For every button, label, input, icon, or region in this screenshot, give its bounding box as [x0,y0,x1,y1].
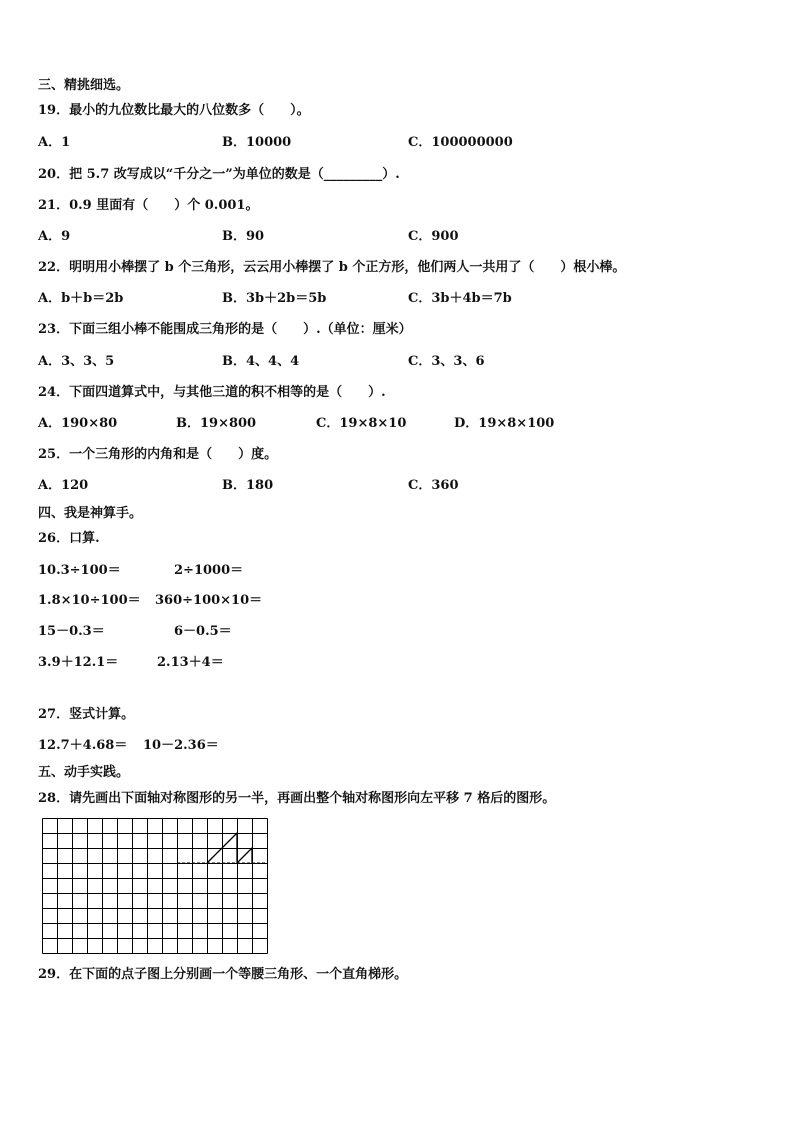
q21-option-c: C．900 [408,229,459,244]
question-26: 26．口算. [38,531,100,546]
q26-calc-3b: 6－0.5＝ [174,624,232,639]
question-24: 24．下面四道算式中，与其他三道的积不相等的是（ ）. [38,385,386,400]
q21-option-a: A．9 [38,229,71,244]
q27-calc-1: 12.7＋4.68＝ [38,738,128,753]
question-21: 21．0.9 里面有（ ）个 0.001。 [38,198,259,213]
question-27: 27．竖式计算。 [38,707,135,722]
q26-calc-2b: 360÷100×10＝ [155,593,263,608]
q22-option-a: A．b＋b＝2b [38,291,124,306]
q24-option-b: B．19×800 [176,416,257,431]
question-28: 28．请先画出下面轴对称图形的另一半，再画出整个轴对称图形向左平移 7 格后的图形。 [38,791,556,806]
q19-option-a: A．1 [38,135,71,150]
q26-calc-4a: 3.9＋12.1＝ [38,655,119,670]
q25-option-b: B．180 [222,478,274,493]
q25-option-c: C．360 [408,478,459,493]
question-22: 22．明明用小棒摆了 b 个三角形，云云用小棒摆了 b 个正方形，他们两人一共用了（ ）根小棒。 [38,260,626,275]
q19-option-b: B．10000 [222,135,292,150]
q19-option-c: C．100000000 [408,135,513,150]
q24-option-d: D．19×8×100 [454,416,555,431]
q22-option-b: B．3b＋2b＝5b [222,291,327,306]
section-heading-4: 四、我是神算手。 [38,506,143,521]
half-figure-small-stroke [237,848,252,863]
question-20: 20．把 5.7 改写成以“千分之一”为单位的数是（_________）. [38,167,400,182]
grid-lines [43,819,268,954]
q24-option-a: A．190×80 [38,416,118,431]
q27-calc-2: 10－2.36＝ [143,738,219,753]
q26-calc-3a: 15－0.3＝ [38,624,105,639]
q24-option-c: C．19×8×10 [316,416,407,431]
q26-calc-2a: 1.8×10÷100＝ [38,593,141,608]
question-29: 29．在下面的点子图上分别画一个等腰三角形、一个直角梯形。 [38,967,408,982]
q26-calc-4b: 2.13＋4＝ [157,655,224,670]
section-heading-3: 三、精挑细选。 [38,78,130,93]
q25-option-a: A．120 [38,478,89,493]
q22-option-c: C．3b＋4b＝7b [408,291,512,306]
q26-calc-1a: 10.3÷100＝ [38,563,121,578]
q21-option-b: B．90 [222,229,265,244]
q23-option-c: C．3、3、6 [408,354,485,369]
q23-option-b: B．4、4、4 [222,354,300,369]
q23-option-a: A．3、3、5 [38,354,115,369]
question-19: 19．最小的九位数比最大的八位数多（ ）。 [38,103,310,118]
question-25: 25．一个三角形的内角和是（ ）度。 [38,447,278,462]
q26-calc-1b: 2÷1000＝ [174,563,244,578]
question-23: 23．下面三组小棒不能围成三角形的是（ ）.（单位：厘米） [38,322,412,337]
section-heading-5: 五、动手实践。 [38,765,130,780]
symmetry-grid [42,818,270,958]
